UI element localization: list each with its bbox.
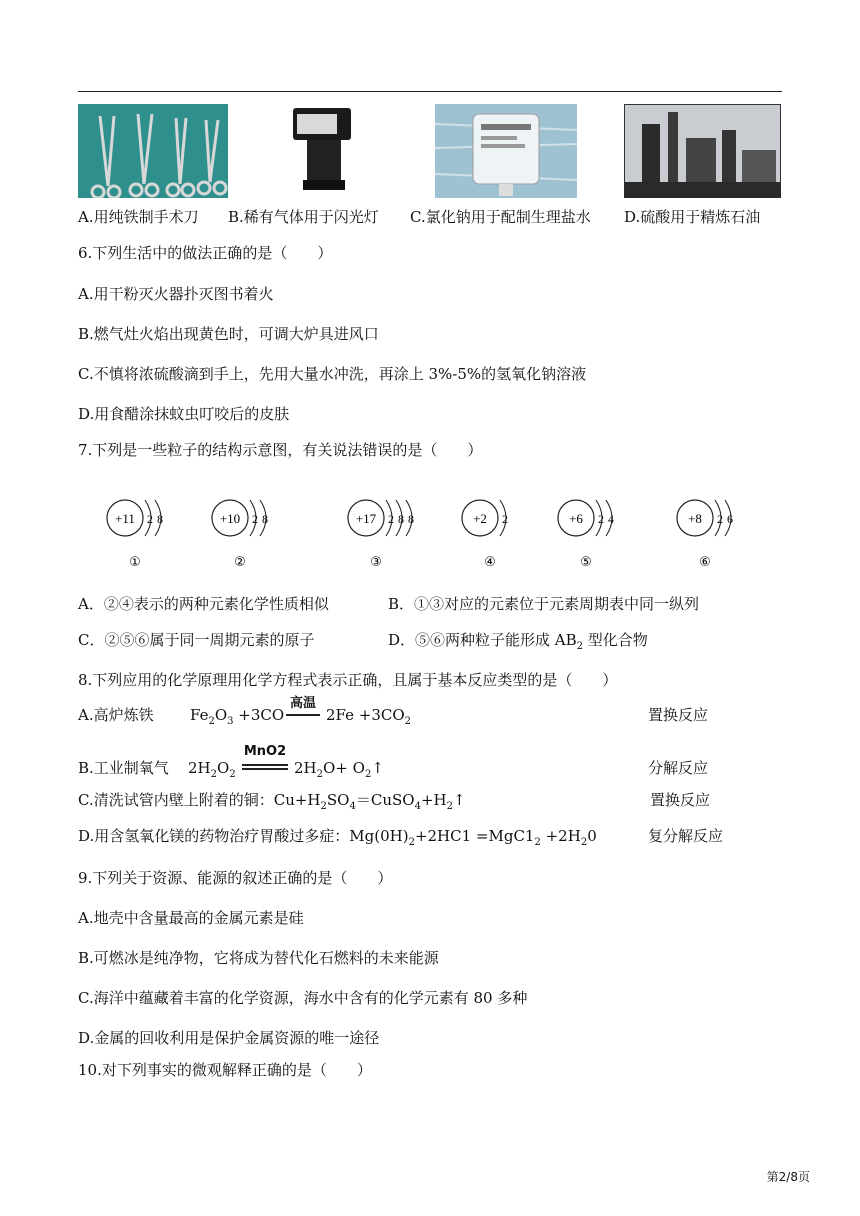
q8-b-arrow-bar-bottom (242, 768, 288, 770)
particle-label: ④ (484, 555, 496, 570)
particle-diagram (336, 488, 446, 572)
q8-c-label: C.清洗试管内壁上附着的铜： (78, 791, 274, 809)
q5-option-d: D.硫酸用于精炼石油 (624, 208, 761, 226)
electron-count: 6 (727, 512, 733, 526)
page-number: 第2/8页 (766, 1170, 810, 1184)
q8-c-type: 置换反应 (650, 791, 711, 809)
q6-option-c: C.不慎将浓硫酸滴到手上，先用大量水冲洗，再涂上 3%-5%的氢氧化钠溶液 (78, 365, 587, 383)
particle-label: ⑥ (699, 555, 711, 570)
q8-d-type: 复分解反应 (648, 827, 724, 845)
q7-option-b: B．①③对应的元素位于元素周期表中同一纵列 (388, 595, 700, 613)
nucleus-charge: +2 (473, 511, 487, 526)
q8-b-type: 分解反应 (648, 759, 709, 777)
electron-count: 2 (147, 512, 153, 526)
q8-b-arrow-bar-top (242, 764, 288, 766)
q9-stem: 9.下列关于资源、能源的叙述正确的是（ ） (78, 869, 393, 887)
q7-option-d-suffix: 型化合物 (583, 631, 648, 649)
electron-count: 2 (717, 512, 723, 526)
particle-diagram (450, 488, 560, 572)
electron-count: 2 (598, 512, 604, 526)
particle-label: ③ (370, 555, 382, 570)
q8-stem: 8.下列应用的化学原理用化学方程式表示正确，且属于基本反应类型的是（ ） (78, 671, 618, 689)
q6-option-b: B.燃气灶火焰出现黄色时，可调大炉具进风口 (78, 325, 379, 343)
q6-option-a: A.用干粉灭火器扑灭图书着火 (78, 285, 274, 303)
particle-label: ⑤ (580, 555, 592, 570)
q8-b-products: $2H_2O+$ $O_2↑$ (294, 759, 384, 780)
q8-a-arrow-bar (286, 714, 320, 716)
q6-option-d: D.用食醋涂抹蚊虫叮咬后的皮肤 (78, 405, 290, 423)
electron-count: 8 (398, 512, 404, 526)
q5-option-a: A.用纯铁制手术刀 (78, 208, 199, 226)
q5-option-b: B.稀有气体用于闪光灯 (228, 208, 379, 226)
q8-a-condition: 高温 (289, 696, 316, 711)
particle-diagram (200, 488, 310, 572)
electron-count: 8 (408, 512, 414, 526)
electron-count: 4 (608, 512, 614, 526)
q7-option-a: A．②④表示的两种元素化学性质相似 (78, 595, 329, 613)
particle-diagram (95, 488, 205, 572)
electron-count: 2 (502, 512, 508, 526)
particle-diagram (665, 488, 775, 572)
q7-option-d-prefix: D．⑤⑥两种粒子能形成 AB (388, 631, 577, 649)
q10-stem: 10.对下列事实的微观解释正确的是（ ） (78, 1061, 372, 1079)
q7-option-d-subscript: 2 (576, 641, 584, 652)
surgical-instruments-image (78, 104, 228, 198)
q7-option-c: C．②⑤⑥属于同一周期元素的原子 (78, 631, 315, 649)
q5-option-c: C.氯化钠用于配制生理盐水 (410, 208, 591, 226)
q8-b-condition: MnO2 (243, 744, 287, 759)
electron-count: 8 (157, 512, 163, 526)
electron-count: 2 (388, 512, 394, 526)
q6-stem: 6.下列生活中的做法正确的是（ ） (78, 244, 333, 262)
q8-d-line: D.用含氢氧化镁的药物治疗胃酸过多症：$Mg(0H)_2+2HC1 =MgC1_2 +2H_20$ (78, 827, 597, 848)
q8-a-type: 置换反应 (648, 706, 709, 724)
refinery-image (624, 104, 781, 198)
saline-bag-image (435, 104, 577, 198)
q8-c-line: C.清洗试管内壁上附着的铜：$Cu+H_2SO_4=CuSO_4+H_2↑$ (78, 791, 466, 812)
nucleus-charge: +11 (115, 511, 135, 526)
q8-b-label: B.工业制氧气 (78, 759, 169, 777)
electron-count: 8 (262, 512, 268, 526)
q9-option-d: D.金属的回收利用是保护金属资源的唯一途径 (78, 1029, 380, 1047)
electron-count: 2 (252, 512, 258, 526)
q8-a-equation: $Fe_2O_3 +3CO$ (190, 706, 285, 727)
q9-option-a: A.地壳中含量最高的金属元素是硅 (78, 909, 304, 927)
q7-option-d (388, 630, 648, 657)
q7-stem: 7.下列是一些粒子的结构示意图，有关说法错误的是（ ） (78, 441, 483, 459)
nucleus-charge: +17 (355, 511, 377, 526)
top-rule (78, 91, 782, 92)
camera-flash-image (285, 104, 365, 198)
particle-label: ① (129, 555, 141, 570)
nucleus-charge: +10 (219, 511, 241, 526)
q8-a-label: A.高炉炼铁 (78, 706, 154, 724)
nucleus-charge: +6 (569, 511, 583, 526)
particle-diagram (546, 488, 656, 572)
q8-d-label: D.用含氢氧化镁的药物治疗胃酸过多症： (78, 827, 350, 845)
q8-b-reactant: $2H_2O_2$ (188, 759, 236, 780)
q9-option-c: C.海洋中蕴藏着丰富的化学资源，海水中含有的化学元素有 80 多种 (78, 989, 528, 1007)
nucleus-charge: +8 (688, 511, 702, 526)
particle-label: ② (234, 555, 246, 570)
q9-option-b: B.可燃冰是纯净物，它将成为替代化石燃料的未来能源 (78, 949, 439, 967)
q8-a-products: $2Fe +3CO_2$ (326, 706, 412, 727)
